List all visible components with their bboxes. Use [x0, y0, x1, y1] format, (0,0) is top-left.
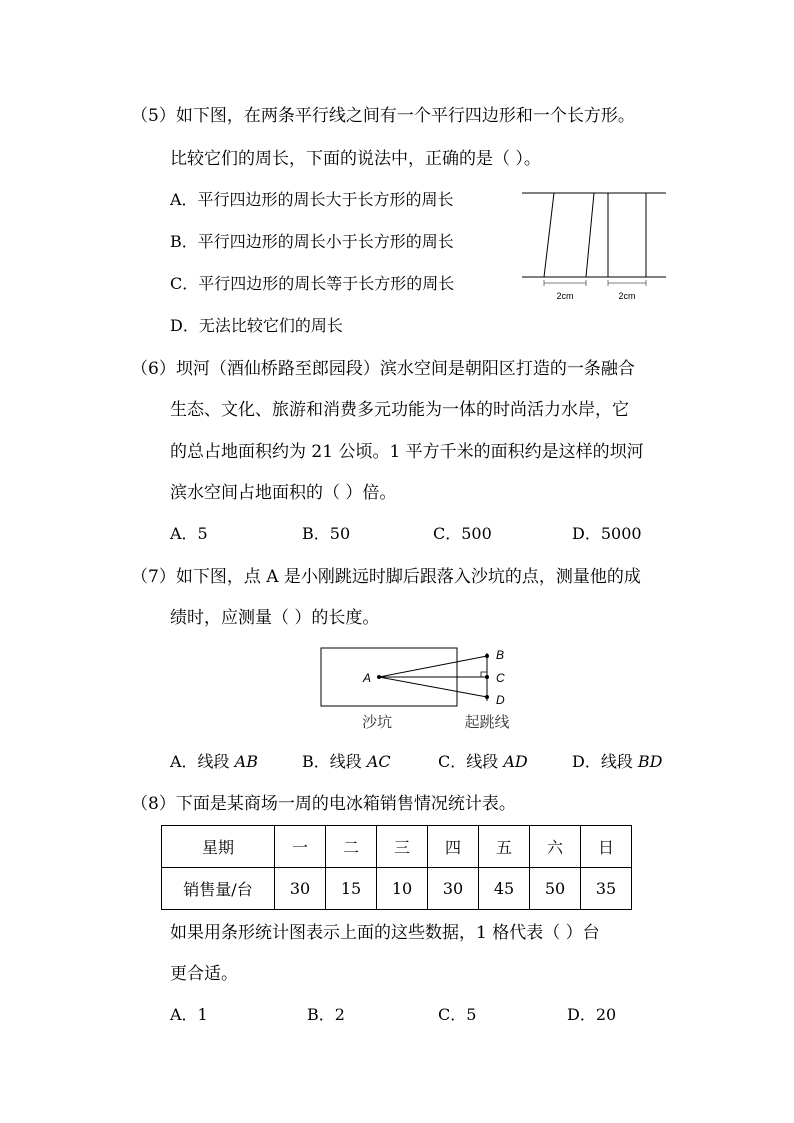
q5-option-a: A．平行四边形的周长大于长方形的周长	[170, 190, 454, 209]
segment-ad	[379, 677, 487, 697]
table-day-cell: 六	[530, 826, 581, 868]
segment-ab	[379, 656, 487, 677]
rectangle-shape	[608, 193, 646, 277]
q7-option-d	[572, 751, 663, 773]
q7-option-b-prefix: B．线段	[302, 752, 367, 771]
point-d-label: D	[496, 693, 505, 707]
point-c-dot	[485, 675, 489, 679]
q8-question-line1: 如果用条形统计图表示上面的这些数据，1 格代表（ ）台	[170, 923, 600, 943]
q7-option-a	[170, 751, 258, 773]
parallelogram-width-label: 2cm	[556, 291, 574, 301]
table-day-cell: 三	[377, 826, 428, 868]
q7-option-b-segment: AC	[366, 752, 391, 771]
table-day-cell: 一	[275, 826, 326, 868]
table-row-days	[162, 826, 632, 868]
parallelogram-shape	[544, 193, 594, 277]
sand-pit-label: 沙坑	[361, 714, 393, 731]
point-a-label: A	[362, 671, 372, 685]
table-value-cell: 30	[275, 868, 326, 910]
table-header-label: 星期	[162, 826, 275, 868]
sales-table	[161, 825, 632, 910]
table-value-cell: 30	[428, 868, 479, 910]
q7-option-a-prefix: A．线段	[170, 752, 235, 771]
table-value-cell: 10	[377, 868, 428, 910]
q8-option-a: A．1	[170, 1005, 208, 1024]
table-day-cell: 五	[479, 826, 530, 868]
q8-option-c: C．5	[438, 1005, 477, 1024]
q8-stem: （8）下面是某商场一周的电冰箱销售情况统计表。	[131, 794, 516, 814]
point-d-dot	[485, 695, 489, 699]
q6-option-d: D．5000	[572, 524, 642, 543]
q7-option-d-prefix: D．线段	[572, 752, 638, 771]
table-day-cell: 四	[428, 826, 479, 868]
q7-option-d-segment: BD	[637, 752, 663, 771]
table-value-cell: 15	[326, 868, 377, 910]
q7-stem-line2: 绩时，应测量（ ）的长度。	[170, 608, 380, 628]
point-c-label: C	[496, 671, 505, 685]
rectangle-width-label: 2cm	[618, 291, 636, 301]
q8-option-b: B．2	[307, 1005, 345, 1024]
table-day-cell: 日	[581, 826, 632, 868]
q7-option-c-prefix: C．线段	[438, 752, 504, 771]
table-value-cell: 50	[530, 868, 581, 910]
q7-option-c	[438, 751, 528, 773]
table-day-cell: 二	[326, 826, 377, 868]
q5-option-c: C．平行四边形的周长等于长方形的周长	[170, 274, 455, 293]
q5-stem-line2: 比较它们的周长，下面的说法中，正确的是（ ）。	[170, 149, 541, 169]
q6-option-b: B．50	[302, 524, 351, 543]
q7-option-a-segment: AB	[234, 752, 258, 771]
q8-question-line2: 更合适。	[170, 964, 238, 984]
q5-stem-line1: （5）如下图，在两条平行线之间有一个平行四边形和一个长方形。	[131, 106, 635, 126]
q6-stem-line3: 的总占地面积约为 21 公顷。1 平方千米的面积约是这样的坝河	[170, 442, 644, 462]
point-b-dot	[485, 654, 489, 658]
q7-figure	[315, 645, 525, 735]
point-b-label: B	[496, 648, 505, 662]
table-value-cell: 35	[581, 868, 632, 910]
table-value-cell: 45	[479, 868, 530, 910]
q6-option-a: A．5	[170, 524, 208, 543]
q5-figure	[520, 185, 670, 305]
point-a-dot	[377, 675, 381, 679]
table-row-label: 销售量/台	[162, 868, 275, 910]
q5-option-b: B．平行四边形的周长小于长方形的周长	[170, 232, 454, 251]
q7-stem-line1: （7）如下图，点 A 是小刚跳远时脚后跟落入沙坑的点，测量他的成	[131, 567, 641, 587]
q6-stem-line4: 滨水空间占地面积的（ ）倍。	[170, 483, 397, 503]
table-row-values	[162, 868, 632, 910]
q6-option-c: C．500	[433, 524, 492, 543]
q7-option-b	[302, 751, 391, 773]
q8-option-d: D．20	[567, 1005, 617, 1024]
takeoff-line-label: 起跳线	[464, 714, 510, 731]
q6-stem-line2: 生态、文化、旅游和消费多元功能为一体的时尚活力水岸，它	[170, 400, 629, 420]
q6-stem-line1: （6）坝河（酒仙桥路至郎园段）滨水空间是朝阳区打造的一条融合	[131, 359, 635, 379]
q5-option-d: D．无法比较它们的周长	[170, 316, 343, 335]
q7-option-c-segment: AD	[503, 752, 528, 771]
